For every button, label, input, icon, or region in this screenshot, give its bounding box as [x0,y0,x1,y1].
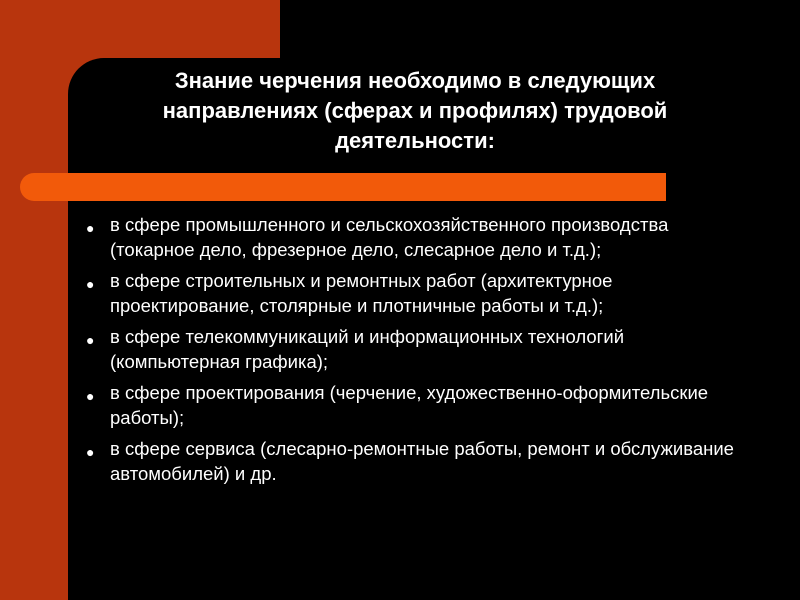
top-dark-area [280,0,800,58]
bullet-dot-icon: ● [86,276,95,292]
accent-bar [20,173,666,201]
top-decor-band [0,0,280,58]
slide-title: Знание черчения необходимо в следующих направлениях (сферах и профилях) трудовой деятельности: [162,68,668,153]
bullet-dot-icon: ● [86,220,95,236]
list-item [82,380,742,430]
list-item [82,268,742,318]
list-item [82,324,742,374]
bullet-dot-icon: ● [86,388,95,404]
list-item-text: в сфере телекоммуникаций и информационных технологий (компьютерная графика); [110,326,625,372]
bullet-dot-icon: ● [86,332,95,348]
left-decor-band [0,0,68,600]
bullet-list [82,212,742,492]
bullet-dot-icon: ● [86,444,95,460]
list-item-text: в сфере сервиса (слесарно-ремонтные работы, ремонт и обслуживание автомобилей) и др. [110,438,734,484]
list-item [82,436,742,486]
list-item-text: в сфере промышленного и сельскохозяйственного производства (токарное дело, фрезерное дело, слесарное дело и т.д.); [110,214,669,260]
list-item-text: в сфере проектирования (черчение, художественно-оформительские работы); [110,382,709,428]
list-item [82,212,742,262]
list-item-text: в сфере строительных и ремонтных работ (архитектурное проектирование, столярные и плотничные работы и т.д.); [110,270,613,316]
